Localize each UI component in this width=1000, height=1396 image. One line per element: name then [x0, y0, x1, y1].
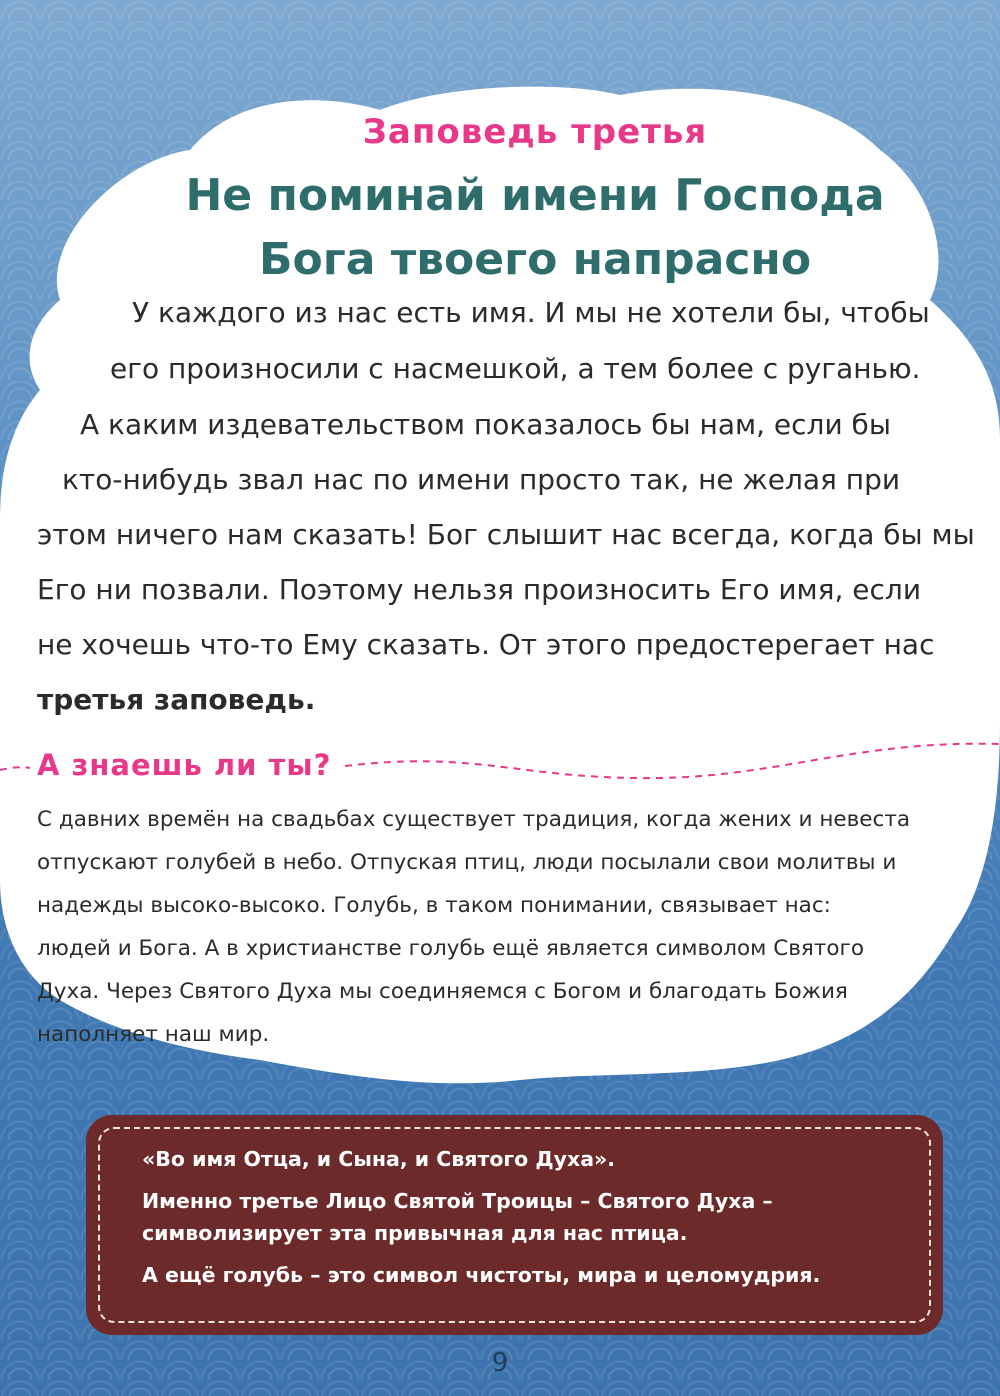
fact-line-5: Духа. Через Святого Духа мы соединяемся с Богом и благодать Божия	[37, 979, 848, 1004]
paragraph-line-1: У каждого из нас есть имя. И мы не хотели бы, чтобы	[132, 296, 930, 329]
commandment-title-line-1: Не поминай имени Господа	[185, 170, 885, 221]
quote-box	[86, 1115, 943, 1335]
did-you-know-title: А знаешь ли ты?	[37, 748, 332, 782]
paragraph-line-4: кто-нибудь звал нас по имени просто так, не желая при	[62, 463, 901, 496]
paragraph-line-6: Его ни позвали. Поэтому нельзя произносить Его имя, если	[37, 573, 922, 606]
quote-line-3: символизирует эта привычная для нас птица.	[142, 1221, 688, 1245]
page-number: 9	[491, 1348, 509, 1378]
commandment-number: Заповедь третья	[362, 112, 708, 152]
paragraph-line-5: этом ничего нам сказать! Бог слышит нас всегда, когда бы мы	[37, 518, 975, 551]
fact-line-1: С давних времён на свадьбах существует традиция, когда жених и невеста	[37, 807, 911, 832]
quote-line-1: «Во имя Отца, и Сына, и Святого Духа».	[142, 1147, 616, 1171]
quote-line-2: Именно третье Лицо Святой Троицы – Святого Духа –	[142, 1189, 773, 1213]
paragraph-bold-ending: третья заповедь.	[37, 683, 316, 716]
paragraph-line-7: не хочешь что-то Ему сказать. От этого предостерегает нас	[37, 628, 935, 661]
did-you-know-text	[37, 798, 937, 1056]
paragraph-line-2: его произносили с насмешкой, а тем более с руганью.	[110, 352, 921, 385]
fact-line-2: отпускают голубей в небо. Отпуская птиц, люди посылали свои молитвы и	[37, 850, 897, 875]
fact-line-3: надежды высоко-высоко. Голубь, в таком понимании, связывает нас:	[37, 893, 831, 918]
quote-text	[142, 1143, 932, 1291]
paragraph-line-3: А каким издевательством показалось бы нам, если бы	[80, 408, 891, 441]
fact-line-4: людей и Бога. А в христианстве голубь ещё является символом Святого	[37, 936, 864, 961]
commandment-title-line-2: Бога твоего напрасно	[258, 234, 812, 285]
quote-line-4: А ещё голубь – это символ чистоты, мира и целомудрия.	[142, 1263, 821, 1287]
fact-line-6: наполняет наш мир.	[37, 1022, 270, 1047]
